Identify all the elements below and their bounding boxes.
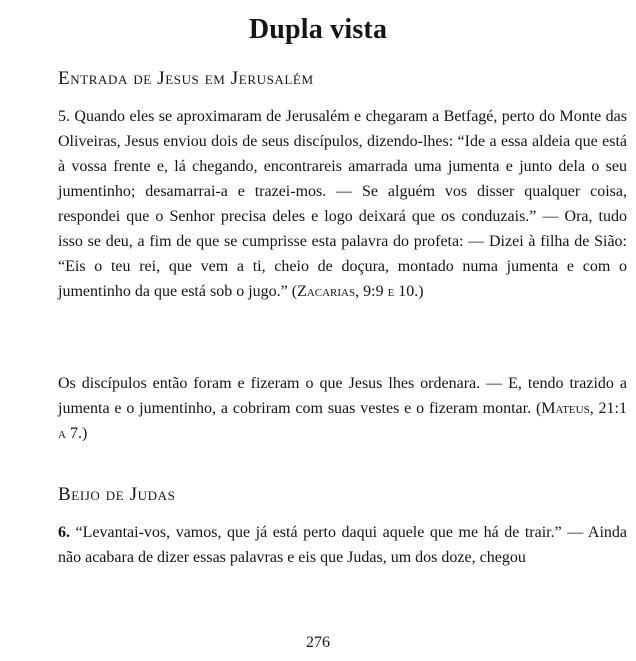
paragraph-5-text: 5. Quando eles se aproximaram de Jerusalém e chegaram a Betfagé, perto do Monte das Oliveiras, Jesus enviou dois de seus discípulos, dizendo-lhes: “Ide a essa aldeia que está à vossa frente e, lá chegando, encontrareis amarrada uma jumenta e junto dela o seu jumentinho; desamarrai-a e trazei-mos. — Se alguém vos disser qualquer coisa, respondei que o Senhor precisa deles e logo deixará que os conduzais.” — Ora, tudo isso se deu, a fim de que se cumprisse esta palavra do profeta: — Dizei à filha de Sião: “Eis o teu rei, que vem a ti, cheio de doçura, montado numa jumenta e com o jumentinho da que está sob o jugo.” <box>58 108 627 300</box>
paragraph-6 <box>58 520 627 570</box>
paragraph-number: 6. <box>58 524 70 541</box>
scripture-reference: (Zacarias, 9:9 e 10.) <box>291 283 424 300</box>
paragraph-6-text: “Levantai-vos, vamos, que já está perto daqui aquele que me há de trair.” — Ainda não acabara de dizer essas palavras e eis que Judas, um dos doze, chegou <box>58 524 627 566</box>
page-title: Dupla vista <box>248 14 388 45</box>
section-heading-entrada: Entrada de Jesus em Jerusalém <box>58 68 314 89</box>
scripture-reference: (Mateus, 21:1 a 7.) <box>58 400 628 442</box>
section-heading-beijo: Beijo de Judas <box>58 484 176 505</box>
paragraph-5-continuation <box>58 371 627 446</box>
paragraph-5-continuation-text: Os discípulos então foram e fizeram o que Jesus lhes ordenara. — E, tendo trazido a jumenta e o jumentinho, a cobriram com suas vestes e o fizeram montar. <box>58 375 627 417</box>
paragraph-5 <box>58 104 627 304</box>
page-number: 276 <box>306 634 330 651</box>
